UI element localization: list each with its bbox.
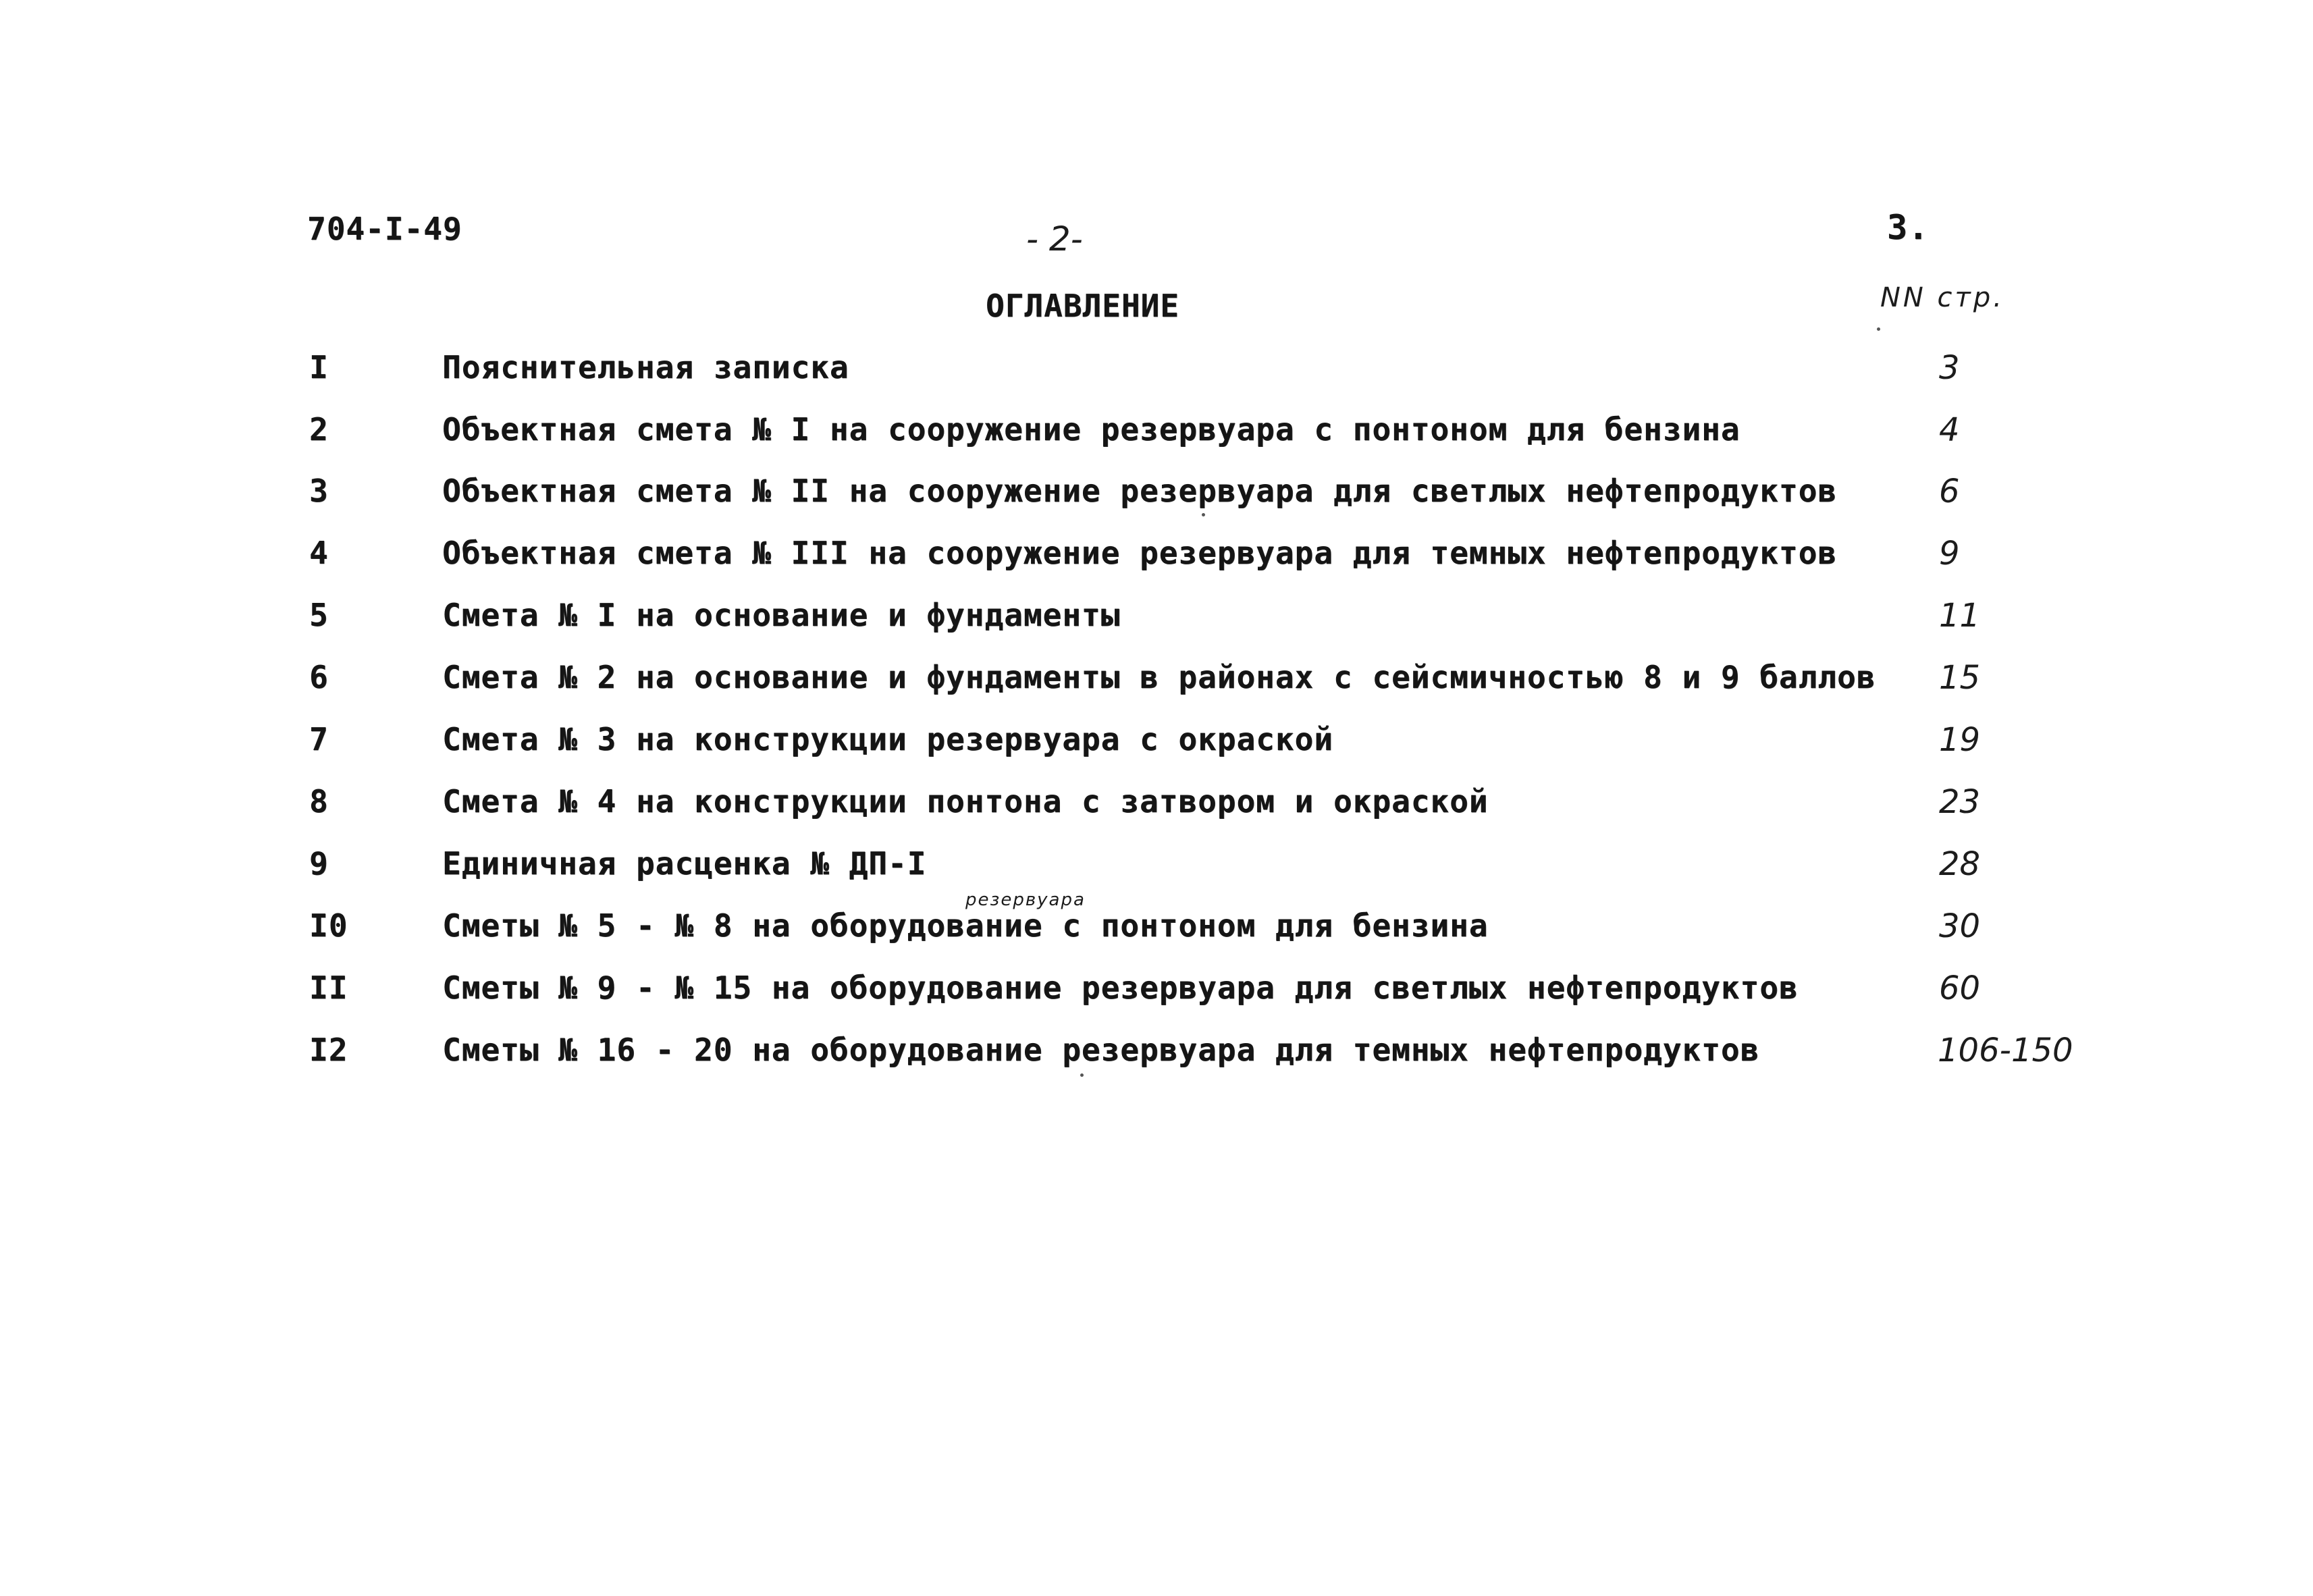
toc-entry-title: Смета № 4 на конструкции понтона с затвором и окраской [442, 783, 1489, 820]
toc-entry-page: 15 [1939, 659, 1981, 697]
document-code: 704-I-49 [307, 211, 462, 247]
toc-entry-page: 6 [1939, 473, 1960, 510]
toc-entry [0, 349, 2313, 396]
toc-entry-number: 2 [309, 411, 329, 448]
toc-entry-title: Объектная смета № I на сооружение резервуара с понтоном для бензина [442, 411, 1740, 448]
toc-entry-title: Объектная смета № III на сооружение резервуара для темных нефтепродуктов [442, 535, 1837, 571]
toc-entry-title: Единичная расценка № ДП-I [442, 845, 927, 882]
toc-entry-number: 4 [309, 535, 329, 571]
sheet-number: 3. [1887, 208, 1930, 247]
toc-entry [0, 411, 2313, 458]
scan-speck [1202, 513, 1205, 516]
toc-entry [0, 907, 2313, 955]
page-number: - 2- [1026, 219, 1083, 259]
toc-entry-page: 11 [1939, 597, 1981, 635]
toc-entry-page: 28 [1939, 845, 1981, 883]
toc-entry-page: 23 [1939, 783, 1981, 821]
toc-entry [0, 969, 2313, 1017]
toc-entry-number: 8 [309, 783, 329, 820]
page-column-label: NN стр. [1880, 282, 2004, 313]
toc-entry [0, 783, 2313, 830]
toc-entry [0, 721, 2313, 768]
toc-entry [0, 473, 2313, 520]
toc-entry-number: I [309, 349, 329, 385]
toc-entry-number: 9 [309, 845, 329, 882]
toc-entry-title: Объектная смета № II на сооружение резервуара для светлых нефтепродуктов [442, 473, 1837, 509]
scan-speck [1080, 1073, 1084, 1077]
toc-entry-title: Смета № I на основание и фундаменты [442, 597, 1121, 633]
toc-entry-page: 60 [1939, 969, 1981, 1007]
toc-entry-number: I2 [309, 1032, 348, 1068]
toc-entry [0, 659, 2313, 706]
toc-entry-title: Сметы № 16 - 20 на оборудование резервуара для темных нефтепродуктов [442, 1032, 1760, 1068]
toc-entry-page: 30 [1939, 907, 1981, 945]
toc-entry-number: 5 [309, 597, 329, 633]
toc-entry-page: 9 [1939, 535, 1960, 573]
toc-entry-number: 3 [309, 473, 329, 509]
toc-entry-number: 7 [309, 721, 329, 757]
toc-entry-title: Смета № 3 на конструкции резервуара с окраской [442, 721, 1333, 757]
toc-title: ОГЛАВЛЕНИЕ [986, 288, 1179, 324]
scan-speck [1877, 327, 1880, 331]
toc-entry-title: Сметы № 9 - № 15 на оборудование резервуара для светлых нефтепродуктов [442, 969, 1799, 1006]
toc-entry-title: Смета № 2 на основание и фундаменты в районах с сейсмичностью 8 и 9 баллов [442, 659, 1876, 695]
toc-entry-number: 6 [309, 659, 329, 695]
toc-entry [0, 597, 2313, 644]
toc-entry-title: Пояснительная записка [442, 349, 849, 385]
toc-entry-page: 19 [1939, 721, 1981, 759]
toc-entry [0, 1032, 2313, 1079]
toc-entry-number: II [309, 969, 348, 1006]
toc-entry-title: Сметы № 5 - № 8 на оборудование с понтоном для бензина [442, 907, 1489, 944]
toc-entry-page: 3 [1939, 349, 1960, 387]
toc-entry-page: 106-150 [1938, 1032, 2073, 1069]
handwritten-annotation: резервуара [965, 890, 1086, 910]
toc-entry-page: 4 [1939, 411, 1960, 449]
toc-entry [0, 535, 2313, 582]
toc-entry-number: I0 [309, 907, 348, 944]
toc-entry [0, 845, 2313, 893]
